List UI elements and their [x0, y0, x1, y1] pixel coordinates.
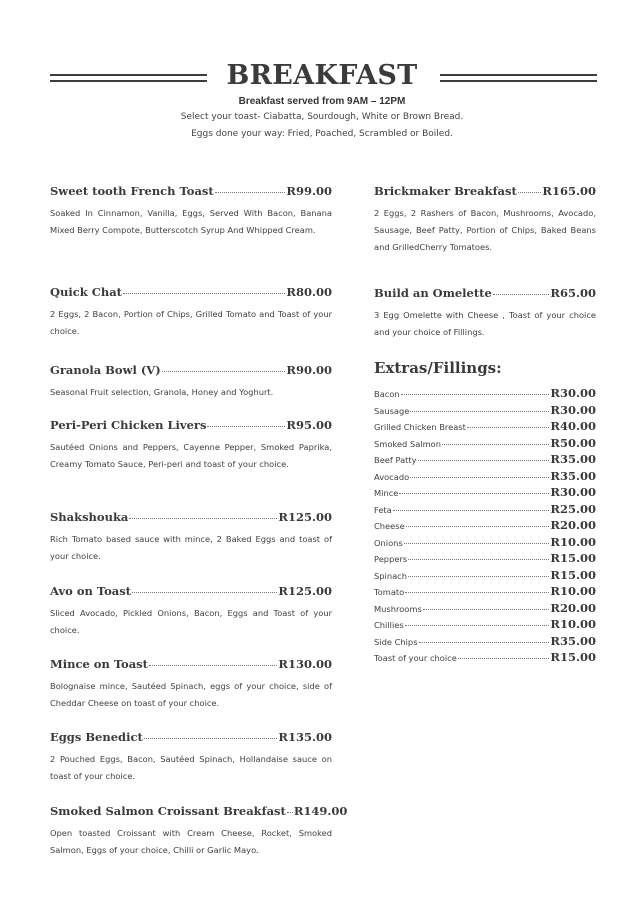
extra-name: Grilled Chicken Breast — [374, 422, 466, 432]
extra-item — [374, 535, 596, 549]
page-title: BREAKFAST — [226, 60, 418, 91]
dot-leader — [404, 543, 550, 544]
dot-leader — [408, 559, 549, 560]
dot-leader — [149, 665, 277, 666]
extra-price: R20.00 — [550, 518, 596, 532]
extra-name: Onions — [374, 537, 403, 548]
extra-price: R35.00 — [550, 633, 596, 648]
dot-leader — [410, 411, 549, 412]
extra-item — [374, 634, 596, 648]
item-name: Peri-Peri Chicken Livers — [50, 418, 207, 432]
item-price: R149.00 — [293, 804, 348, 818]
dot-leader — [493, 294, 550, 295]
extra-name: Bacon — [374, 389, 400, 399]
extra-price: R10.00 — [550, 534, 596, 549]
egg-options: Eggs done your way: Fried, Poached, Scrambled or Boiled. — [191, 129, 453, 139]
dot-leader — [401, 394, 550, 395]
extra-name: Tomato — [374, 587, 405, 597]
extra-price: R30.00 — [550, 402, 596, 417]
extra-item — [374, 584, 596, 598]
dot-leader — [518, 192, 542, 193]
item-description: Seasonal Fruit selection, Granola, Honey and Yoghurt. — [50, 387, 274, 397]
dot-leader — [458, 658, 550, 659]
dot-leader — [405, 592, 549, 593]
extra-price: R10.00 — [550, 584, 596, 598]
item-name: Eggs Benedict — [50, 730, 143, 744]
dot-leader — [144, 738, 278, 739]
item-price: R125.00 — [278, 510, 332, 524]
menu-item — [50, 510, 332, 565]
extra-item — [374, 551, 596, 565]
extra-price: R35.00 — [550, 468, 596, 483]
dot-leader — [410, 477, 549, 478]
menu-item — [50, 584, 332, 639]
item-price: R80.00 — [286, 285, 332, 299]
dot-leader — [207, 426, 285, 427]
dot-leader — [442, 444, 549, 445]
extra-price: R50.00 — [550, 435, 596, 450]
item-description: Sautéed Onions and Peppers, Cayenne Pepper, Smoked Paprika, Creamy Tomato Sauce, Peri-peri and toast of your choice. — [50, 442, 332, 469]
extra-price: R30.00 — [550, 386, 596, 400]
extra-price: R35.00 — [550, 452, 596, 466]
extra-item — [374, 617, 596, 631]
extra-name: Toast of your choice — [374, 653, 457, 663]
extra-name: Mushrooms — [374, 603, 422, 614]
item-price: R130.00 — [278, 657, 332, 671]
item-price: R90.00 — [286, 363, 332, 377]
extra-name: Cheese — [374, 521, 405, 531]
item-price: R95.00 — [286, 418, 332, 432]
extra-name: Chillies — [374, 620, 404, 630]
item-name: Smoked Salmon Croissant Breakfast — [50, 804, 286, 818]
extra-name: Beef Patty — [374, 455, 417, 465]
dot-leader — [399, 493, 549, 494]
extra-price: R15.00 — [550, 650, 596, 664]
item-name: Avo on Toast — [50, 584, 131, 598]
extra-name: Sausage — [374, 405, 410, 416]
item-description: Bolognaise mince, Sautéed Spinach, eggs of your choice, side of Cheddar Cheese on toast of your choice. — [50, 681, 332, 708]
dot-leader — [132, 592, 277, 593]
menu-item — [50, 363, 332, 401]
extra-name: Mince — [374, 488, 399, 498]
dot-leader — [423, 609, 550, 610]
dot-leader — [215, 192, 286, 193]
dot-leader — [418, 460, 550, 461]
dot-leader — [393, 510, 550, 511]
menu-item — [50, 285, 332, 340]
item-price: R65.00 — [550, 286, 596, 300]
extra-item — [374, 419, 596, 433]
dot-leader — [408, 576, 549, 577]
item-description: 3 Egg Omelette with Cheese , Toast of your choice and your choice of Fillings. — [374, 310, 596, 337]
extra-price: R30.00 — [550, 485, 596, 499]
item-price: R135.00 — [278, 730, 332, 744]
extra-price: R15.00 — [550, 567, 596, 582]
extra-item — [374, 436, 596, 450]
dot-leader — [287, 812, 293, 813]
extra-item — [374, 386, 596, 400]
item-name: Sweet tooth French Toast — [50, 184, 214, 198]
dot-leader — [405, 625, 550, 626]
item-description: Soaked In Cinnamon, Vanilla, Eggs, Served With Bacon, Banana Mixed Berry Compote, Butterscotch Syrup And Whipped Cream. — [50, 208, 332, 235]
item-price: R99.00 — [286, 184, 332, 198]
extra-item — [374, 518, 596, 532]
item-name: Shakshouka — [50, 510, 129, 524]
dot-leader — [162, 371, 286, 372]
item-name: Quick Chat — [50, 285, 122, 299]
item-description: 2 Eggs, 2 Bacon, Portion of Chips, Grilled Tomato and Toast of your choice. — [50, 309, 332, 336]
extra-name: Side Chips — [374, 636, 418, 647]
item-name: Granola Bowl (V) — [50, 363, 161, 377]
extra-item — [374, 650, 596, 664]
extra-item — [374, 502, 596, 516]
item-description: 2 Eggs, 2 Rashers of Bacon, Mushrooms, Avocado, Sausage, Beef Patty, Portion of Chips, Baked Beans and GrilledCherry Tomatoes. — [374, 208, 596, 252]
extra-item — [374, 485, 596, 499]
extra-item — [374, 469, 596, 483]
extra-name: Avocado — [374, 471, 410, 482]
menu-item — [50, 657, 332, 712]
extra-name: Smoked Salmon — [374, 438, 442, 449]
item-description: Sliced Avocado, Pickled Onions, Bacon, Eggs and Toast of your choice. — [50, 608, 332, 635]
extra-item — [374, 403, 596, 417]
dot-leader — [129, 518, 277, 519]
extra-name: Feta — [374, 504, 392, 515]
item-price: R165.00 — [542, 184, 596, 198]
extra-price: R15.00 — [550, 551, 596, 565]
extra-name: Peppers — [374, 554, 408, 564]
extra-item — [374, 452, 596, 466]
item-name: Mince on Toast — [50, 657, 148, 671]
dot-leader — [467, 427, 550, 428]
extra-price: R10.00 — [550, 617, 596, 631]
menu-item — [50, 184, 332, 239]
extra-price: R20.00 — [550, 600, 596, 615]
menu-item — [50, 418, 332, 473]
item-description: 2 Pouched Eggs, Bacon, Sautéed Spinach, Hollandaise sauce on toast of your choice. — [50, 754, 332, 781]
item-description: Rich Tomato based sauce with mince, 2 Baked Eggs and toast of your choice. — [50, 534, 332, 561]
extra-price: R25.00 — [550, 501, 596, 516]
dot-leader — [406, 526, 550, 527]
extra-item — [374, 568, 596, 582]
item-description: Open toasted Croissant with Cream Cheese, Rocket, Smoked Salmon, Eggs of your choice, Chilli or Garlic Mayo. — [50, 828, 332, 855]
dot-leader — [123, 293, 285, 294]
toast-options: Select your toast- Ciabatta, Sourdough, White or Brown Bread. — [180, 112, 464, 122]
extra-item — [374, 601, 596, 615]
extras-heading: Extras/Fillings: — [374, 359, 502, 377]
extra-name: Spinach — [374, 570, 408, 581]
serving-hours: Breakfast served from 9AM – 12PM — [238, 96, 406, 107]
menu-item — [374, 184, 596, 256]
menu-item — [50, 730, 332, 785]
dot-leader — [419, 642, 550, 643]
menu-item — [374, 286, 596, 341]
item-name: Build an Omelette — [374, 286, 492, 300]
extra-price: R40.00 — [550, 419, 596, 433]
menu-item — [50, 804, 348, 859]
item-price: R125.00 — [278, 584, 332, 598]
item-name: Brickmaker Breakfast — [374, 184, 517, 198]
